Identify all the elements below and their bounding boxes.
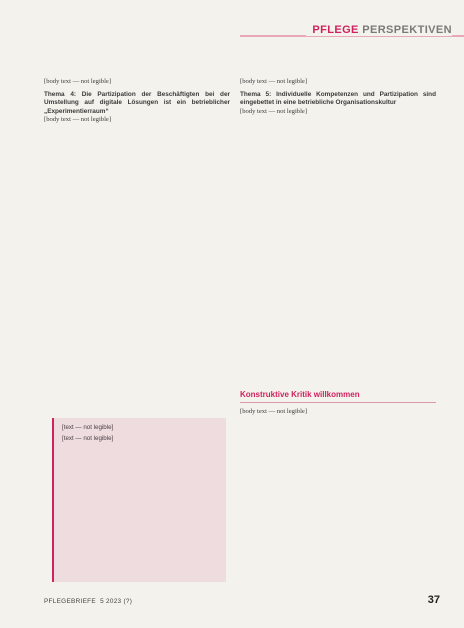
left-paragraph: [body text — not legible] <box>44 116 112 124</box>
callout-divider <box>240 402 436 403</box>
left-paragraph: [body text — not legible] <box>44 78 112 85</box>
page-footer <box>0 594 464 610</box>
left-subheading: Thema 4: Die Partizipation der Beschäftigten bei der Umstellung auf digitale Lösungen ist ein betrieblicher „Experimentierraum“ <box>44 90 230 115</box>
right-paragraph: [body text — not legible] <box>240 78 308 85</box>
right-column <box>240 78 436 384</box>
callout-body <box>240 408 436 578</box>
footer-title: PFLEGEBRIEFE <box>44 598 96 605</box>
sidebar-paragraph: [text — not legible] <box>62 424 114 431</box>
footer-issue: 5 2023 (?) <box>100 598 133 605</box>
page-number: 37 <box>427 594 440 606</box>
page-header <box>0 24 464 40</box>
right-paragraph: [body text — not legible] <box>240 107 308 115</box>
callout-heading: Konstruktive Kritik willkommen <box>240 390 360 399</box>
sidebar-paragraph: [text — not legible] <box>62 435 114 443</box>
section-label <box>306 24 452 36</box>
left-column <box>44 78 230 396</box>
section-label-part1: PFLEGE <box>312 24 359 36</box>
section-label-part2: PERSPEKTIVEN <box>358 24 452 36</box>
sidebar-box <box>52 418 226 582</box>
footer-publication <box>44 598 132 605</box>
right-subheading: Thema 5: Individuelle Kompetenzen und Partizipation sind eingebettet in eine betriebliche Organisationskultur <box>240 90 436 107</box>
callout-paragraph: [body text — not legible] <box>240 408 308 415</box>
